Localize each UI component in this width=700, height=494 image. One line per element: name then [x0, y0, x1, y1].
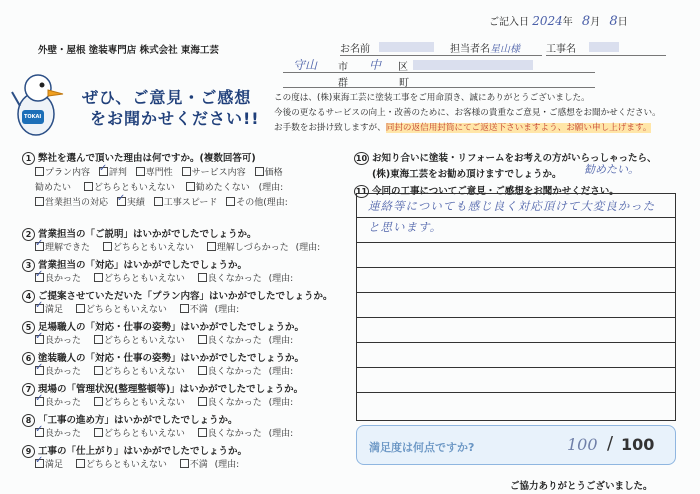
staff-label: 担当者名	[450, 44, 490, 55]
q6-reason: (理由:	[268, 367, 294, 377]
q5-number: 5	[22, 321, 35, 334]
q8-opt1-check[interactable]	[94, 428, 103, 437]
q1-opt1-label: 評判	[108, 168, 127, 178]
q4-opt1: どちらともいえない	[85, 305, 167, 315]
intro-line3b: 同封の返信用封筒にてご返送下さいますよう、お願い申し上げます。	[385, 123, 652, 133]
day-unit: 日	[617, 17, 628, 28]
q3-options	[35, 271, 293, 284]
name-redacted	[379, 42, 434, 52]
q9-options	[35, 457, 239, 470]
q1-opt4-label: 価格	[264, 168, 283, 178]
q4-number: 4	[22, 290, 35, 303]
q4-opt0: 満足	[45, 305, 64, 315]
q7-opt2-check[interactable]	[198, 397, 207, 406]
q7-opt1-check[interactable]	[94, 397, 103, 406]
mascot-text: TOKAI	[24, 114, 42, 120]
q1-row2-opt2: 勧めたくない	[195, 183, 250, 193]
q1-options-row2	[35, 180, 283, 193]
q1-opt1-check[interactable]	[99, 167, 108, 176]
ward-label: 区	[398, 62, 408, 73]
name-field[interactable]	[340, 40, 465, 56]
q8-reason: (理由:	[268, 429, 294, 439]
q5-opt0-check[interactable]	[35, 335, 44, 344]
q1-opt2-label: 専門性	[145, 168, 173, 178]
q9-opt2-check[interactable]	[180, 459, 189, 468]
q1-row3-opt1-check[interactable]	[117, 197, 126, 206]
q4-opt0-check[interactable]	[35, 304, 44, 313]
q2-title-text: 営業担当の「ご説明」はいかがでしたでしょうか。	[38, 229, 257, 240]
staff-value: 星山様	[490, 44, 520, 55]
q1-number: 1	[22, 152, 35, 165]
q2-opt0: 理解できた	[45, 243, 91, 253]
county-label: 群	[338, 78, 348, 89]
q1-opt0-label: プラン内容	[45, 168, 91, 178]
q4-title	[22, 288, 333, 303]
q1-row2-opt1-check[interactable]	[84, 182, 93, 191]
date-year: 2024	[532, 14, 563, 28]
score-box	[356, 425, 676, 465]
q5-opt2: 良くなかった	[207, 336, 262, 346]
q6-number: 6	[22, 352, 35, 365]
q4-reason: (理由:	[214, 305, 240, 315]
date-day: 8	[609, 14, 618, 29]
q11-title-text: 今回の工事についてご意見・ご感想をお聞かせください。	[372, 186, 619, 197]
q1-title	[22, 150, 256, 165]
company-line: 外壁・屋根 塗装専門店 株式会社 東海工芸	[38, 45, 219, 56]
date-label: ご記入日	[489, 17, 529, 28]
score-max: 100	[621, 435, 655, 454]
town-label: 町	[399, 78, 409, 89]
q3-opt0: 良かった	[45, 274, 82, 284]
banner-line1: ぜひ、ご意見・ご感想	[82, 88, 252, 107]
q3-opt2: 良くなかった	[207, 274, 262, 284]
q10-line2: (株)東海工芸をお勧め頂けますでしょうか。	[372, 169, 562, 180]
q9-opt0-check[interactable]	[35, 459, 44, 468]
q5-reason: (理由:	[268, 336, 294, 346]
q1-opt0-check[interactable]	[35, 167, 44, 176]
intro-line1: この度は、(株)東海工芸に塗装工事をご用命頂き、誠にありがとうございました。	[274, 93, 590, 103]
q8-title	[22, 412, 238, 427]
comment-line	[356, 217, 675, 218]
q5-options	[35, 333, 293, 346]
q3-title-text: 営業担当の「対応」はいかがでしたでしょうか。	[38, 260, 248, 271]
q11-number: 11	[355, 187, 368, 196]
address-row-2[interactable]	[283, 73, 595, 88]
q8-opt2-check[interactable]	[198, 428, 207, 437]
address-city-hand: 守山	[293, 58, 318, 72]
q9-title-text: 工事の「仕上がり」はいかがでしたでしょうか。	[38, 446, 248, 457]
q6-opt1-check[interactable]	[94, 366, 103, 375]
city-label: 市	[338, 62, 348, 73]
q1-row2-reason: (理由:	[258, 183, 284, 193]
q7-reason: (理由:	[268, 398, 294, 408]
q4-title-text: ご提案させていただいた「プラン内容」はいかがでしたでしょうか。	[38, 291, 333, 302]
q2-number: 2	[22, 228, 35, 241]
q5-opt0: 良かった	[45, 336, 82, 346]
date-row	[489, 13, 628, 29]
q3-opt1-check[interactable]	[94, 273, 103, 282]
work-redacted	[589, 42, 619, 52]
q4-opt1-check[interactable]	[76, 304, 85, 313]
q1-options-row3	[35, 195, 288, 208]
address-row-1[interactable]	[283, 58, 595, 73]
q1-opt4-check[interactable]	[255, 167, 264, 176]
q1-opt3-label: サービス内容	[191, 168, 246, 178]
q6-opt2: 良くなかった	[207, 367, 262, 377]
q8-opt2: 良くなかった	[207, 429, 262, 439]
q2-opt0-check[interactable]	[35, 242, 44, 251]
name-label: お名前	[340, 44, 370, 55]
month-unit: 月	[590, 17, 601, 28]
q6-options	[35, 364, 293, 377]
q1-opt3-check[interactable]	[182, 167, 191, 176]
q5-title	[22, 319, 304, 334]
intro-line2: 今後の更なるサービスの向上・改善のために、お客様の貴重なご意見・ご感想をお聞かせください。	[274, 108, 661, 118]
q5-opt2-check[interactable]	[198, 335, 207, 344]
q3-opt1: どちらともいえない	[103, 274, 185, 284]
ward-hand: 中	[369, 58, 382, 72]
comment-line	[356, 292, 675, 293]
q1-row3-opt2-check[interactable]	[154, 197, 163, 206]
q6-opt2-check[interactable]	[198, 366, 207, 375]
banner-line2: をお聞かせください!!	[90, 109, 260, 128]
q6-title	[22, 350, 304, 365]
q5-opt1: どちらともいえない	[103, 336, 185, 346]
q8-number: 8	[22, 414, 35, 427]
q3-opt0-check[interactable]	[35, 273, 44, 282]
intro-line3a: お手数をお掛け致しますが、	[274, 123, 386, 133]
q4-options	[35, 302, 239, 315]
work-label: 工事名	[546, 44, 576, 55]
comment-line	[356, 317, 675, 318]
intro-line3	[274, 121, 651, 133]
q7-title-text: 現場の「管理状況(整理整頓等)」はいかがでしたでしょうか。	[38, 384, 304, 395]
q8-opt0: 良かった	[45, 429, 82, 439]
q9-opt1: どちらともいえない	[85, 460, 167, 470]
q1-row2-opt1: どちらともいえない	[93, 183, 175, 193]
q10-line1-text: お知り合いに塗装・リフォームをお考えの方がいらっしゃったら、	[372, 153, 657, 164]
comment-line	[356, 267, 675, 268]
footer-thanks: ご協力ありがとうございました。	[510, 481, 653, 492]
q1-options-row1	[35, 165, 283, 178]
q8-title-text: 「工事の進め方」はいかがでしたでしょうか。	[38, 415, 238, 426]
q8-options	[35, 426, 293, 439]
q5-title-text: 足場職人の「対応・仕事の姿勢」はいかがでしたでしょうか。	[38, 322, 305, 333]
q6-title-text: 塗装職人の「対応・仕事の姿勢」はいかがでしたでしょうか。	[38, 353, 305, 364]
q7-number: 7	[22, 383, 35, 396]
comment-line	[356, 367, 675, 368]
q6-opt0-check[interactable]	[35, 366, 44, 375]
q1-title-text: 弊社を選んで頂いた理由は何ですか。(複数回答可)	[38, 153, 256, 164]
score-slash: /	[607, 433, 614, 454]
score-value[interactable]: 100	[567, 435, 598, 454]
q2-opt2-check[interactable]	[207, 242, 216, 251]
q1-row3-opt3-check[interactable]	[226, 197, 235, 206]
year-unit: 年	[562, 17, 573, 28]
q7-options	[35, 395, 293, 408]
q2-options	[35, 240, 320, 253]
q9-opt1-check[interactable]	[76, 459, 85, 468]
q4-opt2: 不満	[189, 305, 208, 315]
q11-hand-line2: と思います。	[368, 220, 443, 234]
q3-title	[22, 257, 247, 272]
q8-opt0-check[interactable]	[35, 428, 44, 437]
q6-opt1: どちらともいえない	[103, 367, 185, 377]
q10-hand-answer: 勧めたい。	[584, 163, 639, 176]
q10-number: 10	[355, 154, 368, 163]
q6-opt0: 良かった	[45, 367, 82, 377]
q2-opt1: どちらともいえない	[112, 243, 194, 253]
q9-title	[22, 443, 247, 458]
q8-opt1: どちらともいえない	[103, 429, 185, 439]
q3-number: 3	[22, 259, 35, 272]
q2-title	[22, 226, 257, 241]
q9-reason: (理由:	[214, 460, 240, 470]
date-month: 8	[581, 14, 591, 29]
q1-row2-opt2-check[interactable]	[186, 182, 195, 191]
q2-opt2: 理解しづらかった	[216, 243, 289, 253]
comment-line	[356, 242, 675, 243]
score-label: 満足度は何点ですか?	[369, 441, 475, 454]
q1-row3-opt3: その他(理由:	[236, 198, 288, 208]
address-redacted	[413, 60, 533, 70]
q7-opt0: 良かった	[45, 398, 82, 408]
q1-row3-opt0: 営業担当の対応	[45, 198, 109, 208]
comment-line	[356, 342, 675, 343]
q9-opt0: 満足	[45, 460, 64, 470]
q2-opt1-check[interactable]	[103, 242, 112, 251]
staff-field[interactable]	[450, 40, 542, 56]
q1-opt2-check[interactable]	[136, 167, 145, 176]
q4-opt2-check[interactable]	[180, 304, 189, 313]
q7-title	[22, 381, 303, 396]
q5-opt1-check[interactable]	[94, 335, 103, 344]
q3-opt2-check[interactable]	[198, 273, 207, 282]
q1-row3-opt0-check[interactable]	[35, 197, 44, 206]
q11-hand-line1: 連絡等についても感じ良く対応頂けて大変良かった	[368, 199, 656, 213]
q1-row3-opt2: 工事スピード	[163, 198, 218, 208]
q7-opt1: どちらともいえない	[103, 398, 185, 408]
mascot-illustration	[10, 70, 65, 138]
work-field[interactable]	[546, 40, 666, 56]
q1-row2-opt0: 勧めたい	[35, 183, 72, 193]
q7-opt0-check[interactable]	[35, 397, 44, 406]
q7-opt2: 良くなかった	[207, 398, 262, 408]
q9-opt2: 不満	[189, 460, 208, 470]
comment-line	[356, 392, 675, 393]
q1-row3-opt1: 実績	[126, 198, 145, 208]
q2-reason: (理由:	[295, 243, 321, 253]
q3-reason: (理由:	[268, 274, 294, 284]
q9-number: 9	[22, 445, 35, 458]
